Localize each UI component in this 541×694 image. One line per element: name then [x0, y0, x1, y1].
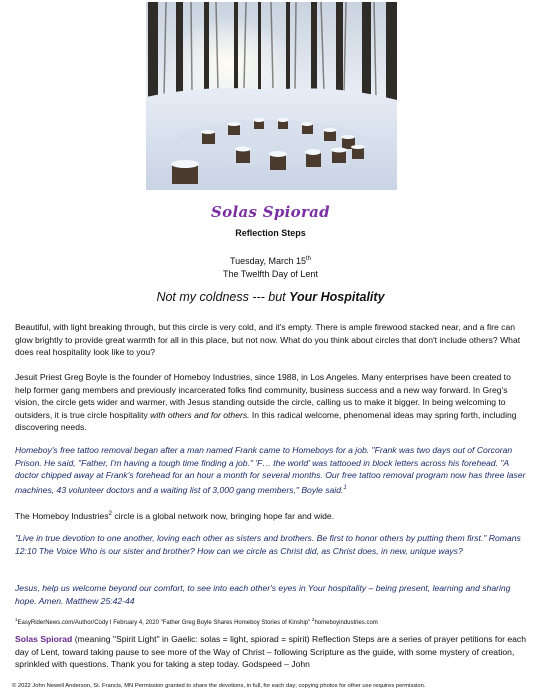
- footnote-1-mark: 1: [15, 617, 18, 622]
- about-brand: Solas Spiorad: [15, 634, 73, 644]
- photo-illustration: [146, 2, 397, 190]
- date-line: [0, 253, 541, 268]
- date-block: [0, 253, 541, 281]
- p4-footnote-ref: 2: [108, 511, 112, 517]
- subtitle: Reflection Steps: [235, 228, 306, 238]
- footnote-2-text: homeboyindustries.com: [314, 620, 378, 626]
- theme-bold: Your Hospitality: [289, 290, 385, 304]
- p2-tail: In this radical welcome, phenomenal ideas may spring forth, including discovering needs.: [15, 409, 517, 432]
- p3-footnote-ref: 1: [343, 484, 347, 491]
- paragraph-homeboy: [15, 371, 527, 434]
- about-text: (meaning "Spirit Light" in Gaelic: solas = light, spiorad = spirit) Reflection Steps are a series of prayer petitions for each day of Lent, toward taking pause to see more of the Way of Christ – following Scripture as the guide, with some mystery of creation, sprinkled with questions. Thank you for taking a step today. Godspeed – John: [15, 634, 526, 669]
- date-text: Tuesday, March 15: [229, 256, 307, 266]
- paragraph-scripture: "Live in true devotion to one another, loving each other as sisters and brothers. Be first to honor others by putting them first." Romans 12:10 The Voice Who is our sister and brother? How can we circle as Christ did, as Christ does, in new, unique ways?: [15, 533, 521, 556]
- theme-line: [0, 290, 541, 304]
- copyright-notice: © 2022 John Newell Anderson, St. Francis, MN Permission granted to share the devotions, in full, for each day; copying photos for other use requires permission.: [12, 683, 426, 689]
- date-suffix: th: [306, 256, 312, 262]
- paragraph-network: [15, 508, 527, 522]
- p4-after: circle is a global network now, bringing hope far and wide.: [111, 510, 335, 521]
- lent-day: The Twelfth Day of Lent: [223, 269, 318, 279]
- footnote-1-text: EasyRiderNews.com/Author/Cody I February 4, 2020 "Father Greg Boyle Shares Homeboy Stories of Kinship": [17, 620, 312, 626]
- p2-italic: with others and for others.: [150, 409, 250, 420]
- paragraph-prayer: Jesus, help us welcome beyond our comfort, to see into each other's eyes in Your hospitality – being present, learning and sharing hope. Amen. Matthew 25:42-44: [15, 583, 511, 606]
- snowy-forest-circle-photo: [146, 2, 397, 190]
- brand-title: Solas Spiorad: [211, 203, 330, 221]
- footnotes: [15, 616, 527, 627]
- theme-plain: Not my coldness --- but: [156, 290, 290, 304]
- paragraph-intro: Beautiful, with light breaking through, but this circle is very cold, and it's empty. There is ample firewood stacked near, and a fire can glow brightly to provide great warmth for all in this place, but not now. What do you think about circles that don't include others? What does real hospitality look like to you?: [15, 322, 521, 357]
- p2-main: Jesuit Priest Greg Boyle is the founder of Homeboy Industries, since 1988, in Los Angeles. Many enterprises have been created to help former gang members and previously incarcerated folks find community, business success and a new way forward. In Greg's vision, the circle gets wider and warmer, with Jesus standing outside the circle, calling us to make it bigger. In being welcoming to outsiders, it is true circle hospitality: [15, 372, 511, 420]
- paragraph-about: [15, 633, 527, 671]
- footnote-2-mark: 2: [311, 617, 315, 622]
- paragraph-quote-tattoo: [15, 444, 527, 496]
- p4-before: The Homeboy Industries: [15, 510, 109, 521]
- p3-text: Homeboy's free tattoo removal began after a man named Frank came to Homeboys for a job. "Frank was two days out of Corcoran Prison. He said, "Father, I'm having a tough time finding a job." 'F… the world' was tattooed in block letters across his forehead. "A doctor chipped away at Frank's forehead for an hour a month for several months. Our free tattoo removal program now has three laser machines, 43 volunteer doctors and a waiting list of 3,000 gang members," Boyle said.: [15, 445, 526, 495]
